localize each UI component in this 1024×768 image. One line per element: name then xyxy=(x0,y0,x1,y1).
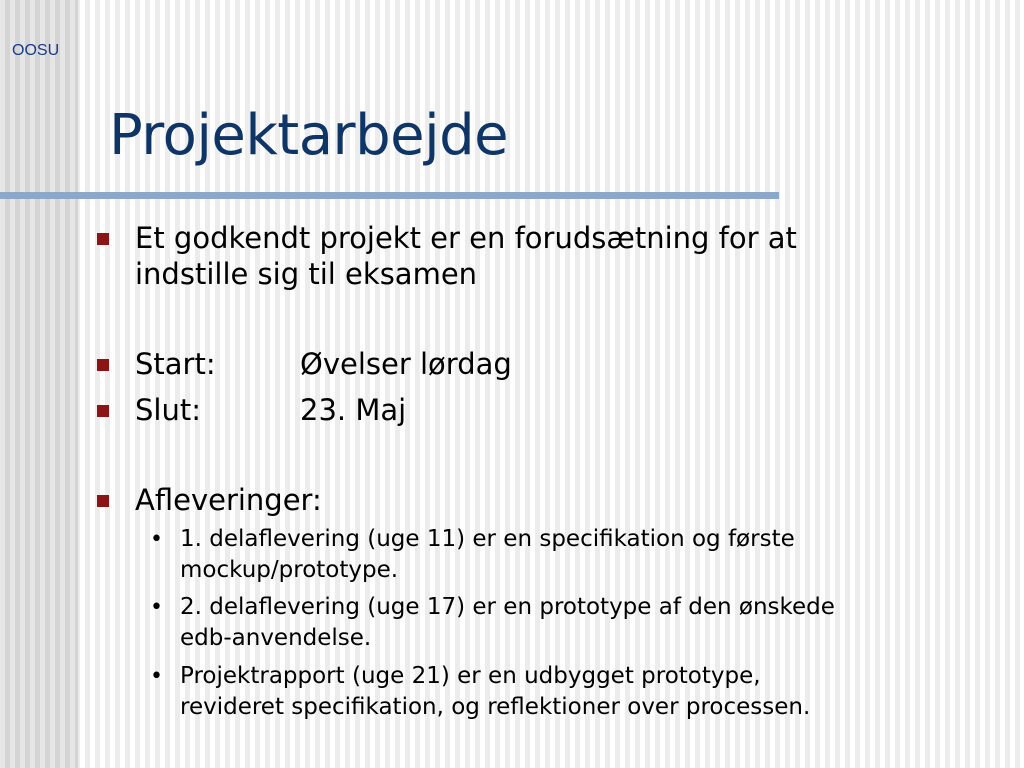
start-label: Start: xyxy=(135,347,216,381)
bullet-text-line: indstille sig til eksamen xyxy=(135,257,478,291)
course-label: OOSU xyxy=(12,42,60,59)
sub-bullet-dot-icon: • xyxy=(150,595,163,620)
bullet-slut-row xyxy=(135,392,201,428)
bullet-text-line: Et godkendt projekt er en forudsætning for at xyxy=(135,221,797,255)
sub-bullet-text-line: Projektrapport (uge 21) er en udbygget prototype, xyxy=(180,663,761,689)
sub-bullet-dot-icon: • xyxy=(150,664,163,689)
sub-bullet-text-line: mockup/prototype. xyxy=(180,557,399,583)
sub-bullet-text-line: 1. delaflevering (uge 11) er en specifikation og første xyxy=(180,526,795,552)
afleveringer-heading: Afleveringer: xyxy=(135,483,322,517)
title-divider xyxy=(0,192,779,199)
sub-bullet-text-line: 2. delaflevering (uge 17) er en prototype af den ønskede xyxy=(180,594,835,620)
left-stripe-band xyxy=(0,0,78,768)
bullet-square-icon xyxy=(97,495,109,507)
sub-bullet-text-line: edb-anvendelse. xyxy=(180,625,372,651)
bullet-square-icon xyxy=(97,405,109,417)
sub-bullet-dot-icon: • xyxy=(150,527,163,552)
slut-label: Slut: xyxy=(135,393,201,427)
start-value: Øvelser lørdag xyxy=(300,347,512,381)
slut-value: 23. Maj xyxy=(300,393,407,427)
bullet-square-icon xyxy=(97,359,109,371)
bullet-square-icon xyxy=(97,233,109,245)
bullet-start-row xyxy=(135,346,216,382)
slide-title: Projektarbejde xyxy=(109,103,509,168)
sub-bullet-text-line: revideret specifikation, og reflektioner over processen. xyxy=(180,694,811,720)
